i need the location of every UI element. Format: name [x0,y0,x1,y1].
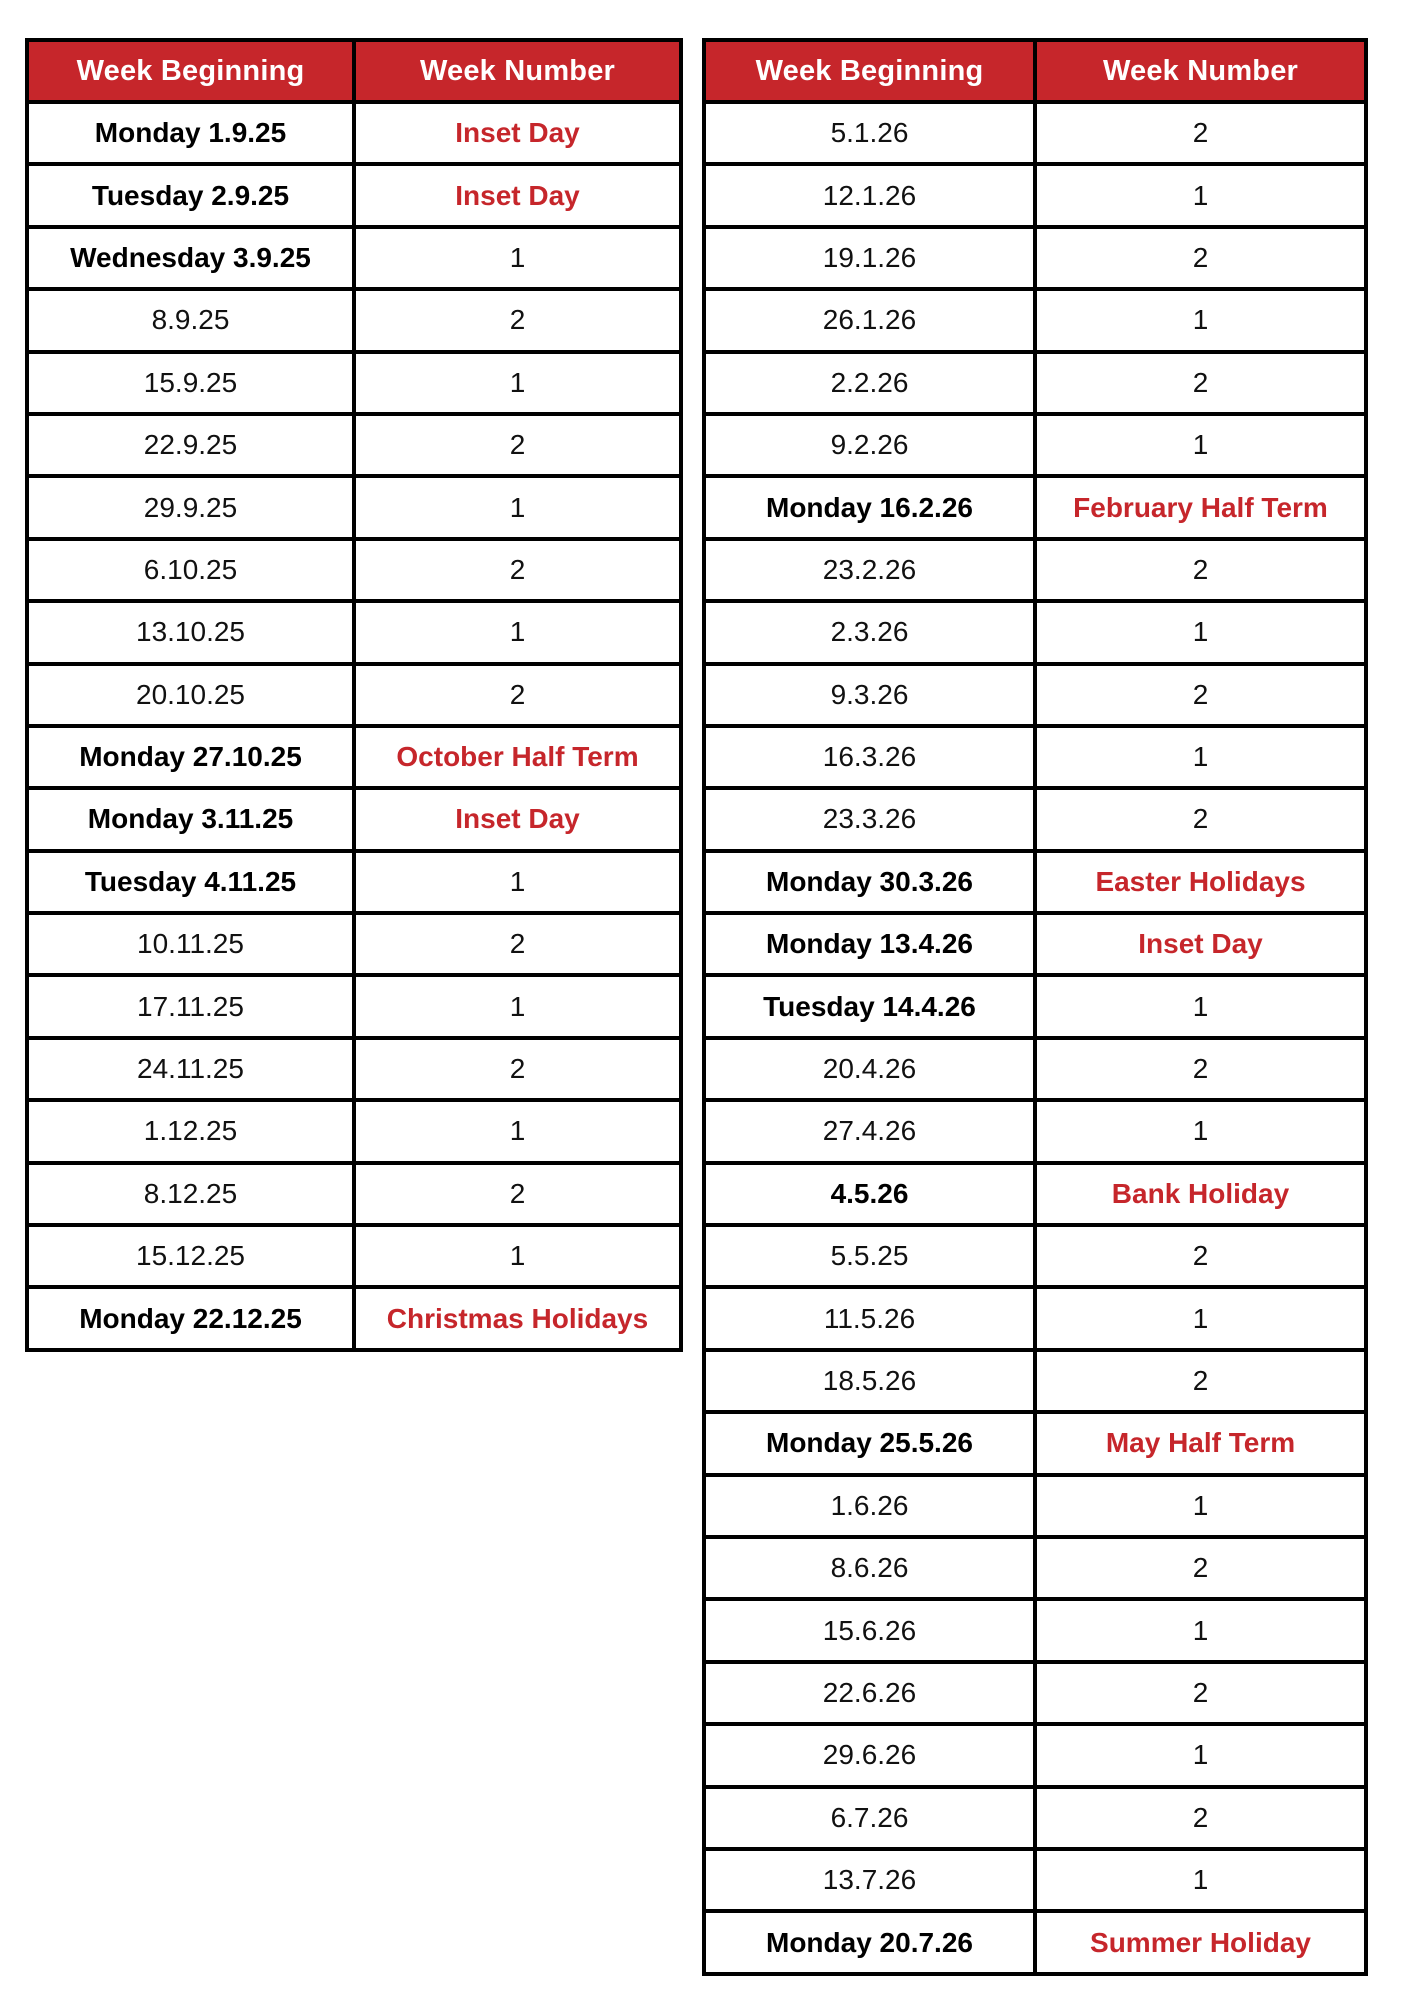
week-beginning-cell: 4.5.26 [704,1163,1035,1225]
week-number-cell: 1 [354,975,681,1037]
table-row [704,164,1366,226]
week-beginning-cell: Monday 25.5.26 [704,1412,1035,1474]
week-beginning-cell: 2.3.26 [704,601,1035,663]
week-beginning-cell: 22.6.26 [704,1662,1035,1724]
week-number-cell: 1 [1035,726,1366,788]
week-number-cell: 1 [1035,1287,1366,1349]
week-number-cell: 2 [1035,1662,1366,1724]
table-row [27,1287,681,1349]
week-beginning-cell: 23.2.26 [704,539,1035,601]
week-number-cell: Bank Holiday [1035,1163,1366,1225]
week-number-cell: 1 [1035,1100,1366,1162]
week-number-cell: Inset Day [354,164,681,226]
table-row [27,352,681,414]
week-beginning-cell: 15.9.25 [27,352,354,414]
week-beginning-cell: 10.11.25 [27,913,354,975]
header-row [704,40,1366,102]
week-number-cell: 2 [354,414,681,476]
table-row [704,1038,1366,1100]
week-number-cell: 1 [1035,1849,1366,1911]
week-beginning-cell: 29.6.26 [704,1724,1035,1786]
week-beginning-cell: Wednesday 3.9.25 [27,227,354,289]
week-number-cell: 1 [1035,1599,1366,1661]
week-number-cell: Easter Holidays [1035,851,1366,913]
week-beginning-cell: 24.11.25 [27,1038,354,1100]
week-beginning-cell: 1.6.26 [704,1475,1035,1537]
week-beginning-header: Week Beginning [27,40,354,102]
week-beginning-cell: Monday 1.9.25 [27,102,354,164]
week-beginning-cell: 12.1.26 [704,164,1035,226]
table-body [704,102,1366,1974]
table-row [704,352,1366,414]
week-beginning-cell: Tuesday 4.11.25 [27,851,354,913]
week-number-cell: May Half Term [1035,1412,1366,1474]
table-row [704,1849,1366,1911]
table-row [27,164,681,226]
week-beginning-cell: 6.7.26 [704,1787,1035,1849]
table-row [27,913,681,975]
table-row [704,476,1366,538]
table-row [704,1475,1366,1537]
table-row [704,1599,1366,1661]
table-row [27,1100,681,1162]
week-beginning-cell: 15.6.26 [704,1599,1035,1661]
table-row [27,1225,681,1287]
table-row [704,539,1366,601]
week-beginning-cell: Monday 16.2.26 [704,476,1035,538]
table-row [704,1350,1366,1412]
week-number-cell: 1 [1035,1475,1366,1537]
table-row [27,102,681,164]
week-number-cell: February Half Term [1035,476,1366,538]
week-beginning-cell: 19.1.26 [704,227,1035,289]
table-row [704,726,1366,788]
week-number-cell: 1 [1035,1724,1366,1786]
week-beginning-cell: 13.7.26 [704,1849,1035,1911]
table-row [27,227,681,289]
table-row [704,102,1366,164]
week-number-cell: 2 [1035,788,1366,850]
table-row [704,1412,1366,1474]
week-beginning-cell: 2.2.26 [704,352,1035,414]
table-row [704,1100,1366,1162]
week-number-cell: Christmas Holidays [354,1287,681,1349]
week-number-cell: 1 [1035,414,1366,476]
week-number-cell: October Half Term [354,726,681,788]
table-row [704,601,1366,663]
table-row [704,1163,1366,1225]
table-row [27,1163,681,1225]
week-number-header: Week Number [354,40,681,102]
table-row [27,289,681,351]
week-beginning-cell: Monday 13.4.26 [704,913,1035,975]
week-beginning-cell: 5.1.26 [704,102,1035,164]
week-number-cell: 1 [354,851,681,913]
table-row [704,1724,1366,1786]
week-beginning-cell: Monday 20.7.26 [704,1911,1035,1973]
table-row [704,227,1366,289]
table-row [704,289,1366,351]
week-beginning-cell: 20.10.25 [27,664,354,726]
table-row [704,664,1366,726]
week-beginning-cell: Tuesday 2.9.25 [27,164,354,226]
week-table-spring-summer-term [702,38,1368,1976]
table-row [704,788,1366,850]
table-row [704,913,1366,975]
week-beginning-cell: 5.5.25 [704,1225,1035,1287]
table-row [27,476,681,538]
week-number-cell: Inset Day [1035,913,1366,975]
week-beginning-cell: 23.3.26 [704,788,1035,850]
table-body [27,102,681,1350]
week-beginning-cell: 15.12.25 [27,1225,354,1287]
week-beginning-cell: Monday 3.11.25 [27,788,354,850]
week-beginning-header: Week Beginning [704,40,1035,102]
week-number-cell: 2 [1035,102,1366,164]
week-number-cell: 1 [1035,975,1366,1037]
week-number-cell: 1 [354,476,681,538]
week-beginning-cell: Monday 27.10.25 [27,726,354,788]
week-beginning-cell: 29.9.25 [27,476,354,538]
week-number-cell: 2 [354,913,681,975]
week-beginning-cell: 8.9.25 [27,289,354,351]
week-beginning-cell: 9.2.26 [704,414,1035,476]
table-row [27,851,681,913]
week-number-cell: 2 [354,289,681,351]
week-number-cell: 1 [354,1225,681,1287]
week-number-cell: 1 [1035,289,1366,351]
week-beginning-cell: 8.6.26 [704,1537,1035,1599]
table-row [704,1911,1366,1973]
week-number-cell: Summer Holiday [1035,1911,1366,1973]
week-number-cell: 2 [1035,1350,1366,1412]
table-row [27,975,681,1037]
table-row [27,788,681,850]
table-row [704,975,1366,1037]
table-row [704,1537,1366,1599]
week-beginning-cell: 1.12.25 [27,1100,354,1162]
week-beginning-cell: Monday 30.3.26 [704,851,1035,913]
week-number-cell: Inset Day [354,788,681,850]
week-number-cell: 1 [1035,601,1366,663]
header-row [27,40,681,102]
table-header [704,40,1366,102]
week-number-cell: 2 [1035,227,1366,289]
week-beginning-cell: 17.11.25 [27,975,354,1037]
week-table-autumn-term [25,38,683,1352]
week-beginning-cell: 16.3.26 [704,726,1035,788]
table-header [27,40,681,102]
week-number-cell: 2 [354,664,681,726]
week-beginning-cell: 20.4.26 [704,1038,1035,1100]
week-number-cell: 1 [354,601,681,663]
week-number-cell: 2 [354,1038,681,1100]
week-number-cell: 2 [1035,352,1366,414]
week-beginning-cell: 27.4.26 [704,1100,1035,1162]
table-row [704,1287,1366,1349]
week-number-cell: 1 [354,1100,681,1162]
table-row [704,851,1366,913]
week-beginning-cell: 18.5.26 [704,1350,1035,1412]
week-number-cell: 2 [1035,1787,1366,1849]
week-number-cell: Inset Day [354,102,681,164]
week-number-cell: 2 [1035,1537,1366,1599]
table-row [704,1787,1366,1849]
week-number-cell: 1 [354,352,681,414]
week-beginning-cell: Monday 22.12.25 [27,1287,354,1349]
week-beginning-cell: Tuesday 14.4.26 [704,975,1035,1037]
week-beginning-cell: 22.9.25 [27,414,354,476]
week-number-cell: 2 [354,539,681,601]
week-beginning-cell: 8.12.25 [27,1163,354,1225]
table-row [27,539,681,601]
week-number-cell: 2 [1035,664,1366,726]
week-beginning-cell: 11.5.26 [704,1287,1035,1349]
week-beginning-cell: 6.10.25 [27,539,354,601]
week-beginning-cell: 9.3.26 [704,664,1035,726]
table-row [27,664,681,726]
week-number-cell: 2 [1035,1225,1366,1287]
table-row [704,1225,1366,1287]
table-row [27,601,681,663]
week-number-cell: 2 [1035,1038,1366,1100]
week-number-cell: 2 [1035,539,1366,601]
week-beginning-cell: 13.10.25 [27,601,354,663]
week-number-header: Week Number [1035,40,1366,102]
week-number-cell: 1 [354,227,681,289]
table-row [704,1662,1366,1724]
week-number-cell: 2 [354,1163,681,1225]
table-row [704,414,1366,476]
table-row [27,414,681,476]
week-beginning-cell: 26.1.26 [704,289,1035,351]
table-row [27,726,681,788]
week-number-cell: 1 [1035,164,1366,226]
table-row [27,1038,681,1100]
